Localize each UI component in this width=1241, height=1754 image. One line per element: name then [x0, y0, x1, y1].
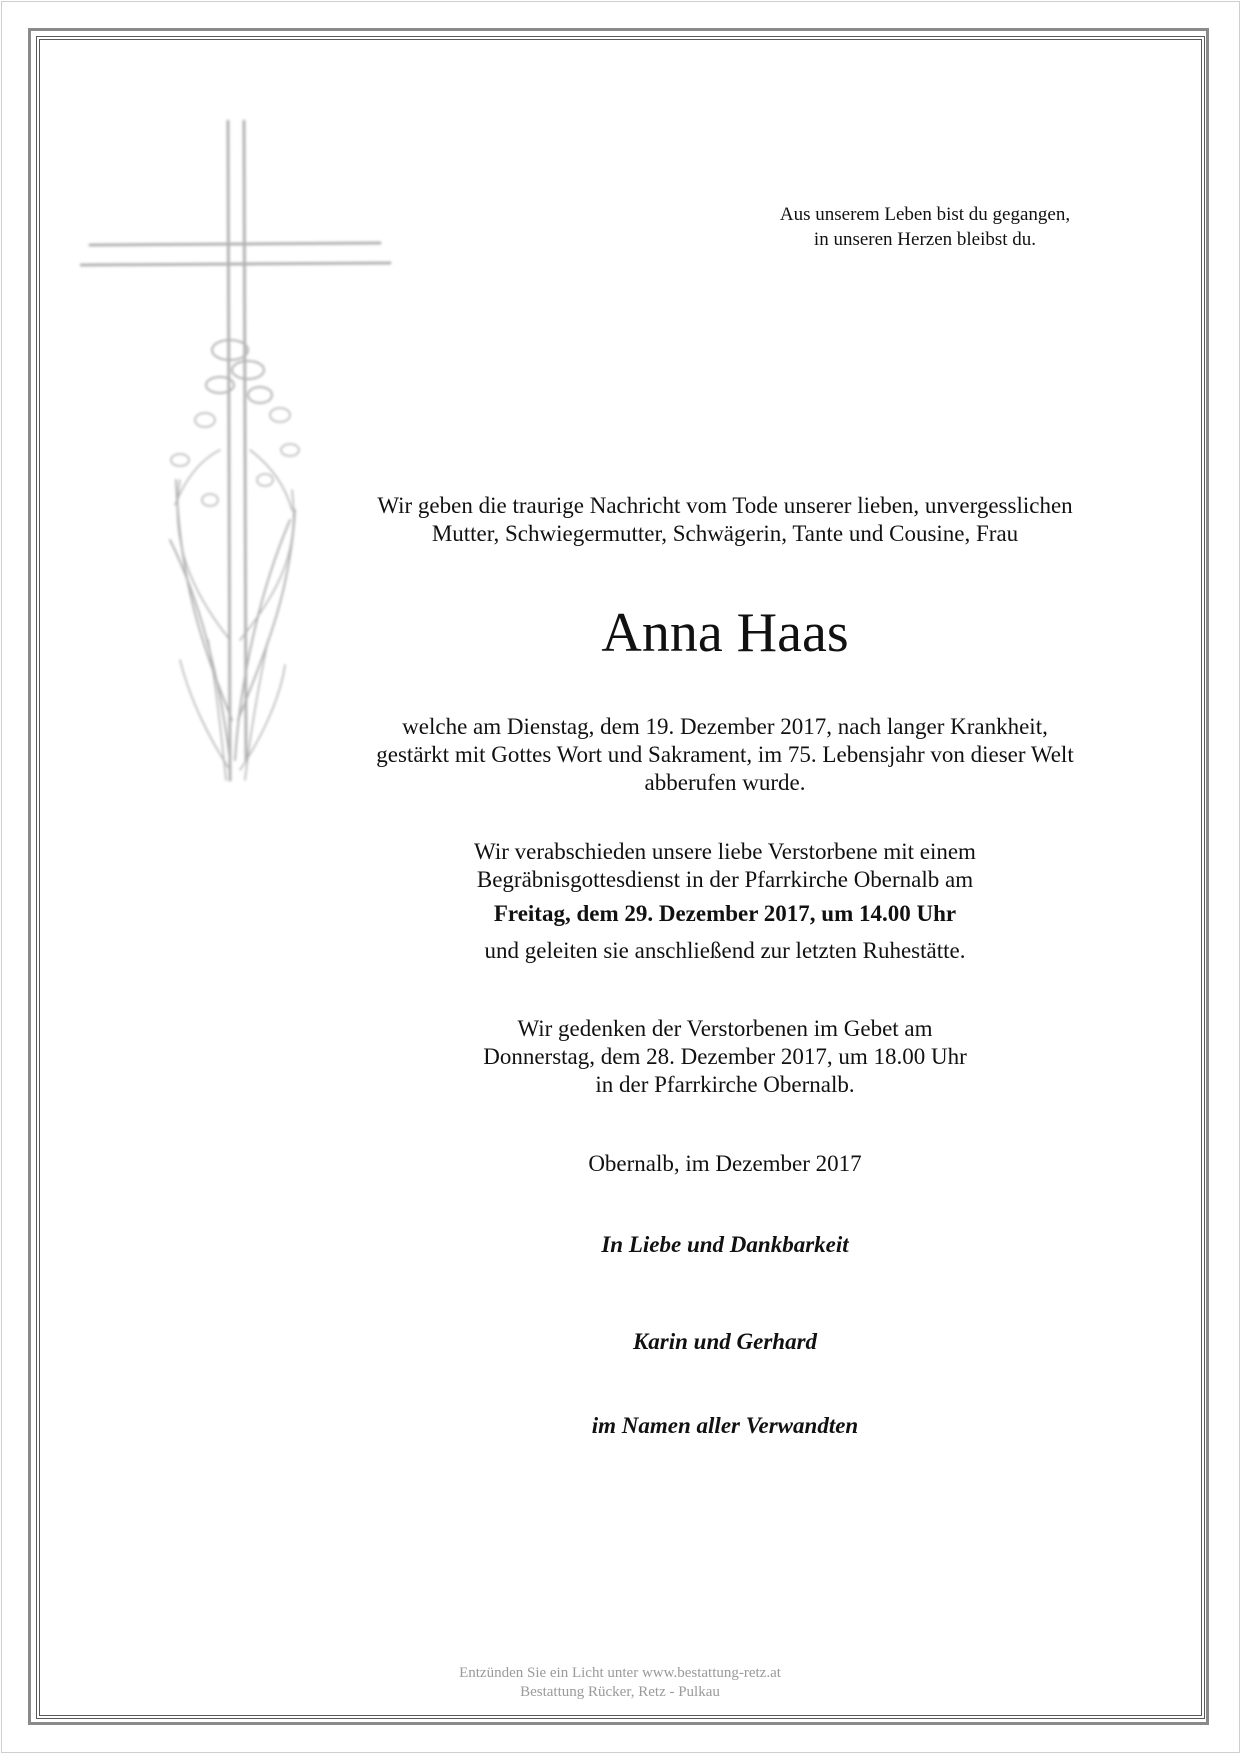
death-details-line: welche am Dienstag, dem 19. Dezember 2017, nach langer Krankheit, [402, 714, 1048, 739]
footer-company: Bestattung Rücker, Retz - Pulkau [520, 1684, 720, 1700]
prayer-line: in der Pfarrkirche Obernalb. [595, 1072, 855, 1097]
announcement [300, 492, 1150, 548]
death-details-line: abberufen wurde. [644, 770, 806, 795]
death-details [300, 713, 1150, 797]
motto [700, 202, 1150, 252]
announcement-line: Wir geben die traurige Nachricht vom Tode unserer lieben, unvergesslichen [377, 493, 1073, 518]
signature-names: Karin und Gerhard [632, 1329, 818, 1354]
death-details-line: gestärkt mit Gottes Wort und Sakrament, im 75. Lebensjahr von dieser Welt [376, 742, 1074, 767]
motto-line: in unseren Herzen bleibst du. [813, 229, 1037, 250]
deceased-name: Anna Haas [601, 602, 849, 664]
footer-link-text: Entzünden Sie ein Licht unter www.bestattung-retz.at [459, 1665, 781, 1681]
prayer-notice [300, 1015, 1150, 1099]
funeral-tail: und geleiten sie anschließend zur letzten Ruhestätte. [484, 938, 966, 963]
funeral-date: Freitag, dem 29. Dezember 2017, um 14.00 Uhr [493, 901, 957, 926]
funeral-line: Begräbnisgottesdienst in der Pfarrkirche Obernalb am [476, 867, 974, 892]
prayer-line: Wir gedenken der Verstorbenen im Gebet am [517, 1016, 933, 1041]
place-date: Obernalb, im Dezember 2017 [588, 1151, 862, 1176]
signature-line: In Liebe und Dankbarkeit [601, 1232, 849, 1257]
funeral-intro [300, 838, 1150, 894]
announcement-line: Mutter, Schwiegermutter, Schwägerin, Tante und Cousine, Frau [431, 521, 1019, 546]
signature-line: im Namen aller Verwandten [591, 1413, 859, 1438]
motto-line: Aus unserem Leben bist du gegangen, [779, 204, 1071, 225]
prayer-line: Donnerstag, dem 28. Dezember 2017, um 18.00 Uhr [483, 1044, 967, 1069]
funeral-line: Wir verabschieden unsere liebe Verstorbene mit einem [474, 839, 976, 864]
footer [360, 1664, 880, 1702]
